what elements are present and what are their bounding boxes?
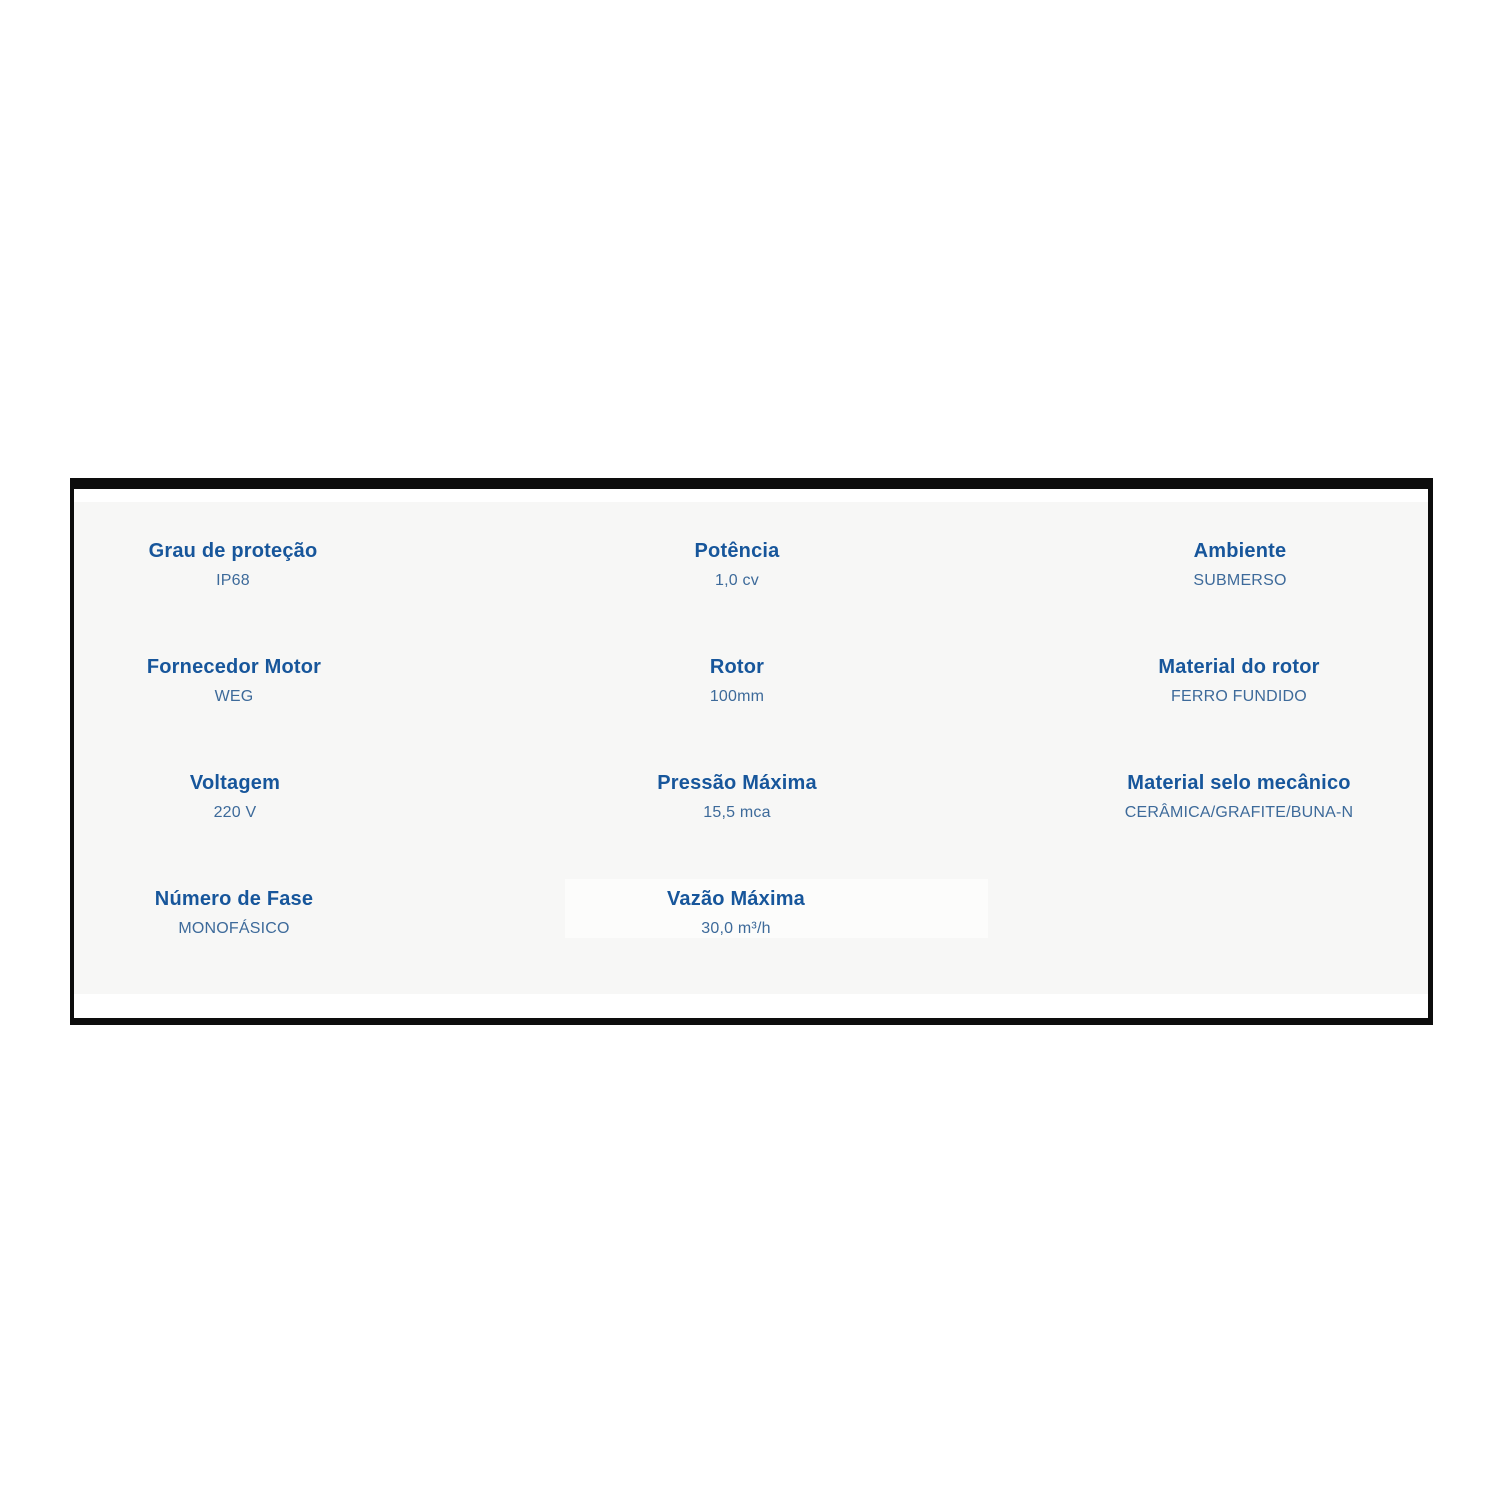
spec-value: MONOFÁSICO [178,920,290,937]
spec-label: Pressão Máxima [657,772,817,794]
spec-label: Grau de proteção [148,540,318,562]
spec-label: Número de Fase [154,888,314,910]
spec-label: Fornecedor Motor [146,656,322,678]
spec-cell-potencia [695,538,780,591]
spec-cell-rotor [710,654,764,707]
spec-cell-ambiente [1193,538,1286,591]
spec-cell-material-do-rotor [1158,654,1319,707]
spec-value: 1,0 cv [715,572,759,589]
spec-cell-numero-de-fase [155,886,313,939]
spec-label: Material do rotor [1158,656,1320,678]
spec-value: CERÂMICA/GRAFITE/BUNA-N [1124,804,1354,821]
spec-value: 100mm [709,688,765,705]
spec-value: WEG [214,688,254,705]
spec-cell-pressao-maxima [657,770,817,823]
spec-cell-material-selo-mecanico [1125,770,1354,823]
spec-cell-vazao-maxima [667,886,805,939]
spec-label: Potência [694,540,780,562]
spec-cell-voltagem [190,770,280,823]
spec-value: 220 V [213,804,257,821]
spec-label: Rotor [709,656,765,678]
spec-cell-grau-de-protecao [149,538,318,591]
spec-label: Voltagem [189,772,281,794]
spec-cell-fornecedor-motor [147,654,321,707]
spec-label: Material selo mecânico [1127,772,1351,794]
spec-value: FERRO FUNDIDO [1171,688,1307,705]
spec-value: IP68 [216,572,250,589]
spec-value: SUBMERSO [1193,572,1287,589]
spec-label: Vazão Máxima [666,888,806,910]
spec-value: 30,0 m³/h [701,920,771,937]
spec-value: 15,5 mca [703,804,771,821]
spec-label: Ambiente [1193,540,1287,562]
